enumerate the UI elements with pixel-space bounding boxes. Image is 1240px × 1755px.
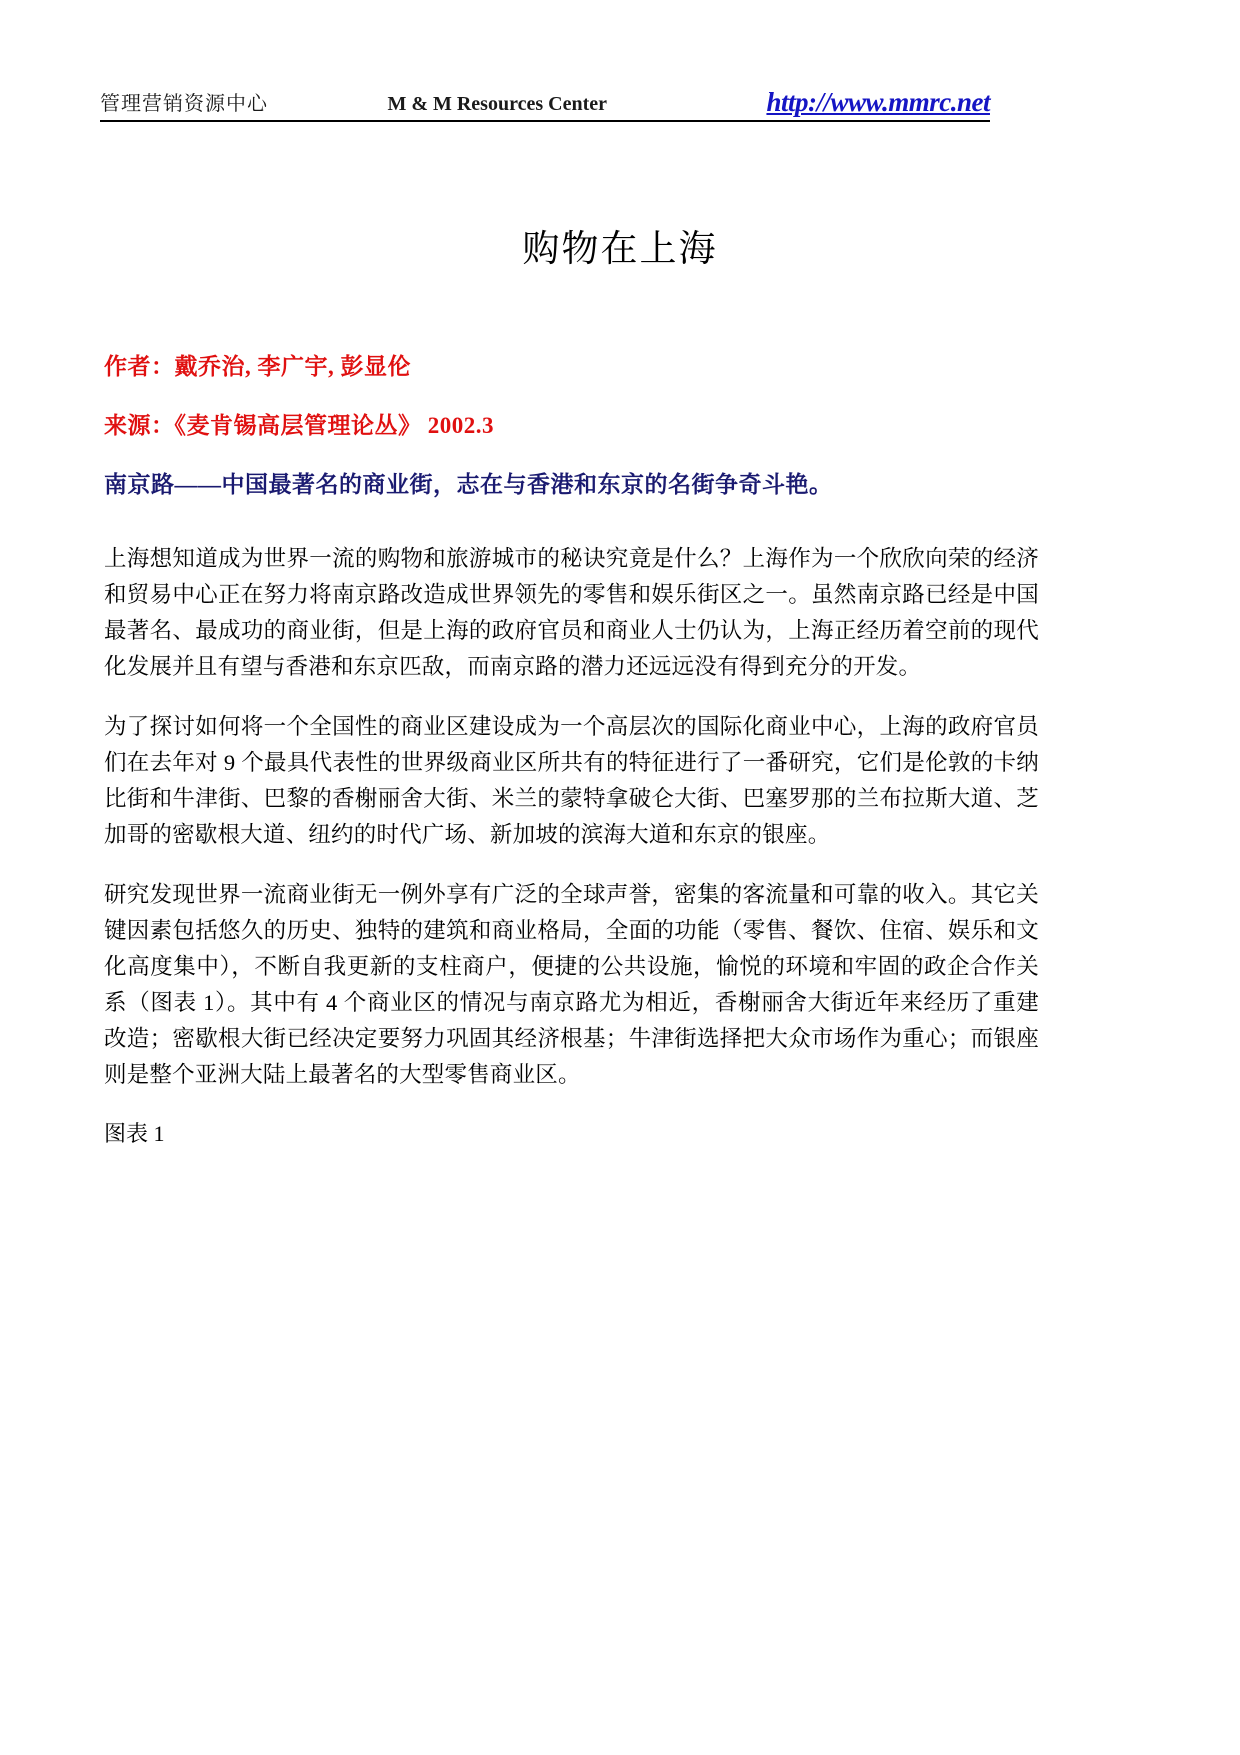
header-website-link[interactable]: http://www.mmrc.net <box>766 87 990 117</box>
paragraph-2: 为了探讨如何将一个全国性的商业区建设成为一个高层次的国际化商业中心，上海的政府官员们在去年对 9 个最具代表性的世界级商业区所共有的特征进行了一番研究，它们是伦敦的卡纳比街和牛津街、巴黎的香榭丽舍大街、米兰的蒙特拿破仑大街、巴塞罗那的兰布拉斯大道、芝加哥的密歇根大道、纽约的时代广场、新加坡的滨海大道和东京的银座。 <box>104 714 1039 847</box>
paragraph-1: 上海想知道成为世界一流的购物和旅游城市的秘诀究竟是什么？上海作为一个欣欣向荣的经济和贸易中心正在努力将南京路改造成世界领先的零售和娱乐街区之一。虽然南京路已经是中国最著名、最成功的商业街，但是上海的政府官员和商业人士仍认为，上海正经历着空前的现代化发展并且有望与香港和东京匹敌，而南京路的潜力还远远没有得到充分的开发。 <box>104 546 1039 679</box>
document-body <box>104 541 1039 1151</box>
header-left-brand: 管理营销资源中心 <box>100 93 268 115</box>
source-line: 来源：《麦肯锡高层管理论丛》 2002.3 <box>104 413 494 438</box>
header-row <box>100 72 990 118</box>
header-center-brand: M & M Resources Center <box>387 93 607 115</box>
paragraph-3: 研究发现世界一流商业街无一例外享有广泛的全球声誉，密集的客流量和可靠的收入。其它关键因素包括悠久的历史、独特的建筑和商业格局，全面的功能（零售、餐饮、住宿、娱乐和文化高度集中），不断自我更新的支柱商户，便捷的公共设施，愉悦的环境和牢固的政企合作关系（图表 1）。其中有 4 个商业区的情况与南京路尤为相近，香榭丽舍大街近年来经历了重建改造；密歇根大街已经决定要努力巩固其经济根基；牛津街选择把大众市场作为重心；而银座则是整个亚洲大陆上最著名的大型零售商业区。 <box>104 882 1039 1087</box>
document-subtitle: 南京路——中国最著名的商业街，志在与香港和东京的名街争奇斗艳。 <box>104 472 833 497</box>
author-line: 作者：戴乔治, 李广宇, 彭显伦 <box>104 354 411 379</box>
header-divider <box>100 120 990 122</box>
figure-caption: 图表 1 <box>104 1121 165 1146</box>
page-title: 购物在上海 <box>522 229 718 270</box>
document-meta <box>104 348 1044 499</box>
page-header <box>100 72 990 118</box>
